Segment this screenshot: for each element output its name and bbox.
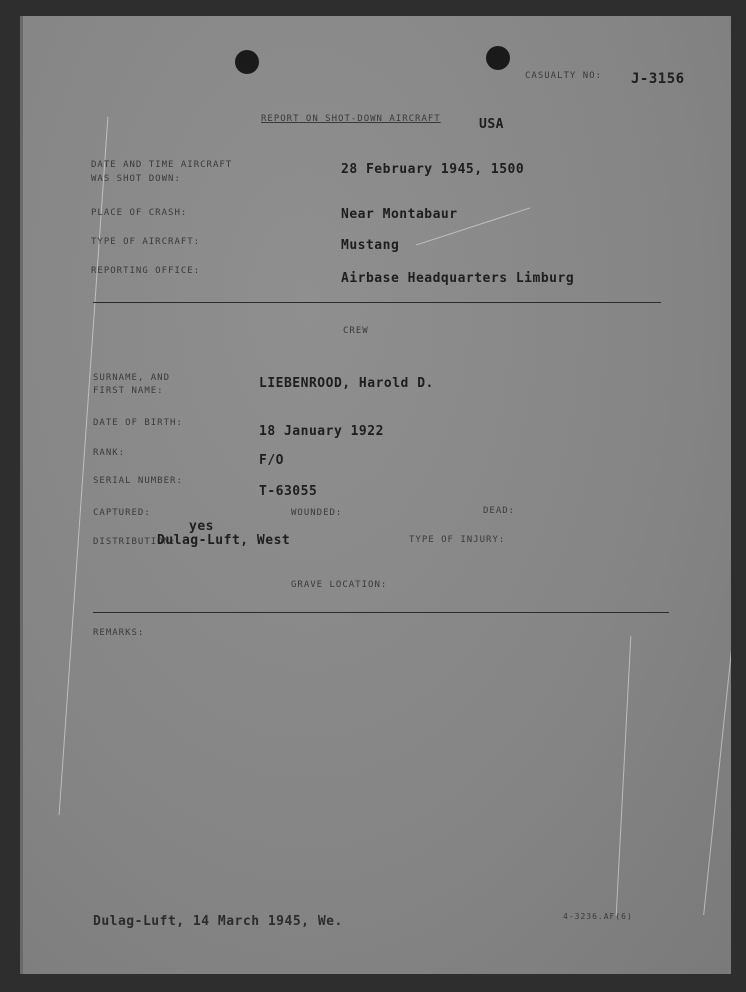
name-label-1: SURNAME, AND — [93, 373, 171, 383]
section-divider — [93, 302, 661, 303]
date-time-label-2: WAS SHOT DOWN: — [91, 174, 181, 184]
film-scratch — [616, 636, 632, 916]
crew-name-value: LIEBENROOD, Harold D. — [259, 376, 434, 391]
rank-value: F/O — [259, 453, 284, 468]
remarks-label: REMARKS: — [93, 628, 145, 638]
serial-number-label: SERIAL NUMBER: — [93, 476, 183, 486]
place-of-crash-value: Near Montabaur — [341, 207, 458, 222]
film-scratch — [59, 117, 109, 815]
distribution-label: DISTRIBUTION: — [93, 537, 177, 547]
captured-value: yes — [189, 519, 214, 534]
name-label-2: FIRST NAME: — [93, 386, 164, 396]
casualty-number-label: CASUALTY NO: — [525, 71, 603, 81]
film-scratch — [703, 537, 731, 915]
distribution-value: Dulag-Luft, West — [157, 533, 291, 548]
dead-label: DEAD: — [483, 506, 516, 516]
type-of-aircraft-value: Mustang — [341, 238, 400, 253]
type-of-injury-label: TYPE OF INJURY: — [409, 535, 506, 545]
section-divider — [93, 612, 669, 613]
serial-number-value: T-63055 — [259, 484, 318, 499]
date-of-birth-label: DATE OF BIRTH: — [93, 418, 183, 428]
punch-hole-left — [235, 50, 259, 74]
signature-line: Dulag-Luft, 14 March 1945, We. — [93, 914, 343, 929]
form-code: 4-3236.AF(6) — [563, 912, 633, 921]
casualty-number: J-3156 — [631, 71, 685, 87]
date-time-value: 28 February 1945, 1500 — [341, 162, 525, 177]
reporting-office-value: Airbase Headquarters Limburg — [341, 271, 575, 286]
date-time-label-1: DATE AND TIME AIRCRAFT — [91, 160, 233, 170]
crew-heading: CREW — [343, 326, 369, 336]
report-country: USA — [479, 117, 504, 132]
wounded-label: WOUNDED: — [291, 508, 343, 518]
captured-label: CAPTURED: — [93, 508, 151, 518]
rank-label: RANK: — [93, 448, 126, 458]
report-title: REPORT ON SHOT-DOWN AIRCRAFT — [261, 114, 441, 124]
place-of-crash-label: PLACE OF CRASH: — [91, 208, 188, 218]
punch-hole-right — [486, 46, 510, 70]
type-of-aircraft-label: TYPE OF AIRCRAFT: — [91, 237, 201, 247]
document-page — [20, 16, 731, 974]
grave-location-label: GRAVE LOCATION: — [291, 580, 388, 590]
reporting-office-label: REPORTING OFFICE: — [91, 266, 201, 276]
date-of-birth-value: 18 January 1922 — [259, 424, 384, 439]
